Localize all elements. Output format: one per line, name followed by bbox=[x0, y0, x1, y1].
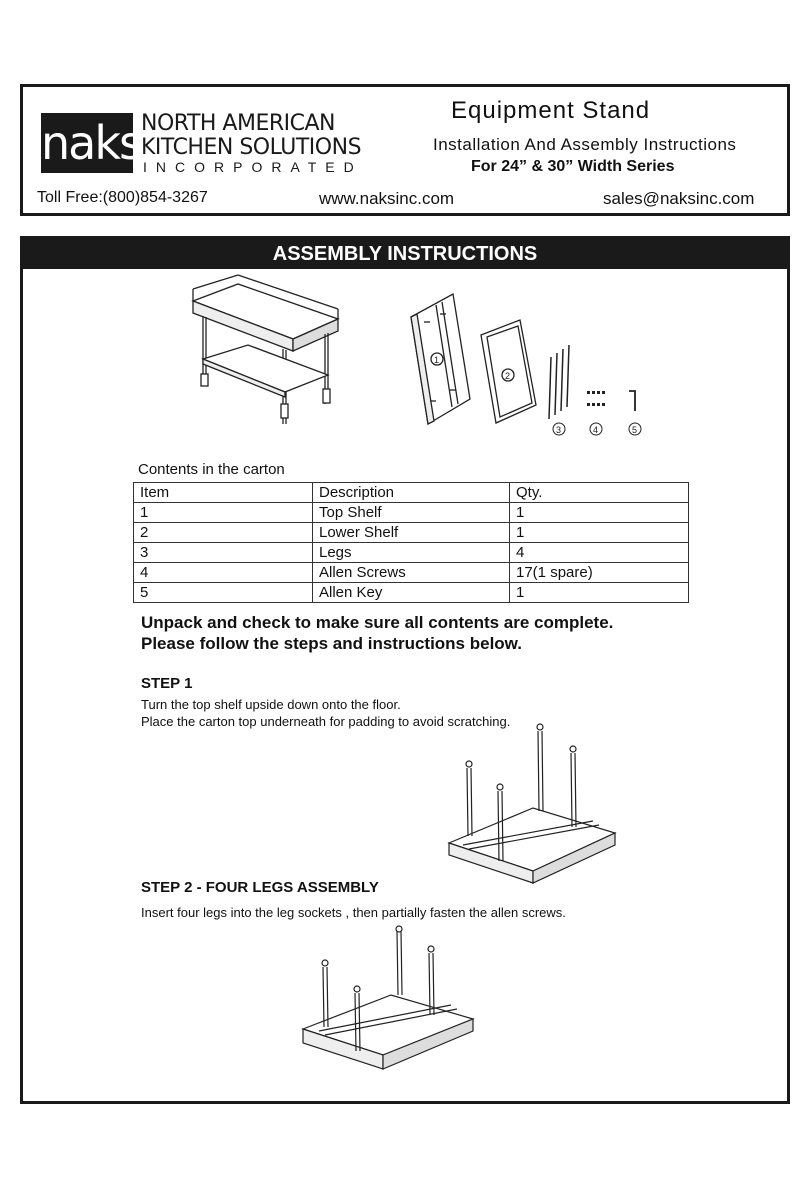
table-cell: Allen Key bbox=[313, 583, 510, 603]
part-allen-key-drawing bbox=[623, 389, 653, 439]
table-cell: 4 bbox=[510, 543, 689, 563]
toll-free: Toll Free:(800)854-3267 bbox=[37, 189, 208, 206]
step2-line1: Insert four legs into the leg sockets , then partially fasten the allen screws. bbox=[141, 905, 566, 920]
part-top-shelf-drawing bbox=[408, 289, 478, 439]
table-cell: 1 bbox=[134, 503, 313, 523]
table-cell: 3 bbox=[134, 543, 313, 563]
table-header-description: Description bbox=[313, 483, 510, 503]
unpack-note-1: Unpack and check to make sure all contents are complete. bbox=[141, 613, 614, 632]
table-row bbox=[134, 523, 689, 543]
table-cell: Lower Shelf bbox=[313, 523, 510, 543]
email-link[interactable]: sales@naksinc.com bbox=[603, 189, 755, 208]
naks-logo: naks bbox=[41, 113, 133, 173]
table-cell: Allen Screws bbox=[313, 563, 510, 583]
part-label-5: 5 bbox=[632, 425, 638, 435]
table-header-row bbox=[134, 483, 689, 503]
part-label-3: 3 bbox=[556, 425, 562, 435]
table-cell: 1 bbox=[510, 583, 689, 603]
part-label-2: 2 bbox=[505, 371, 511, 381]
logo-line-1: NORTH AMERICAN bbox=[141, 111, 336, 136]
doc-title: Equipment Stand bbox=[451, 97, 651, 124]
table-row bbox=[134, 563, 689, 583]
table-cell: 1 bbox=[510, 523, 689, 543]
table-cell: Top Shelf bbox=[313, 503, 510, 523]
instructions-box bbox=[20, 236, 790, 1104]
contents-table bbox=[133, 482, 689, 603]
part-label-1: 1 bbox=[434, 355, 440, 365]
doc-subtitle: Installation And Assembly Instructions bbox=[433, 135, 737, 154]
header-box bbox=[20, 84, 790, 216]
part-lower-shelf-drawing bbox=[478, 317, 548, 427]
table-row bbox=[134, 543, 689, 563]
part-label-4: 4 bbox=[593, 425, 599, 435]
table-header-item: Item bbox=[134, 483, 313, 503]
table-cell: 2 bbox=[134, 523, 313, 543]
logo-line-3: INCORPORATED bbox=[143, 159, 363, 175]
step2-shelf-drawing bbox=[301, 927, 501, 1097]
table-cell: 1 bbox=[510, 503, 689, 523]
contents-caption: Contents in the carton bbox=[138, 461, 285, 478]
step1-line2: Place the carton top underneath for padding to avoid scratching. bbox=[141, 714, 511, 729]
step1-line1: Turn the top shelf upside down onto the floor. bbox=[141, 697, 401, 712]
assembled-stand-drawing bbox=[183, 279, 343, 439]
step2-heading: STEP 2 - FOUR LEGS ASSEMBLY bbox=[141, 879, 379, 896]
table-cell: 4 bbox=[134, 563, 313, 583]
doc-series: For 24” & 30” Width Series bbox=[471, 158, 675, 175]
assembly-banner: ASSEMBLY INSTRUCTIONS bbox=[23, 239, 787, 269]
website-link[interactable]: www.naksinc.com bbox=[319, 189, 455, 208]
unpack-note-2: Please follow the steps and instructions below. bbox=[141, 634, 522, 653]
part-legs-drawing bbox=[545, 339, 575, 439]
step1-shelf-drawing bbox=[443, 723, 643, 903]
logo-line-2: KITCHEN SOLUTIONS bbox=[141, 135, 362, 160]
table-row bbox=[134, 583, 689, 603]
table-cell: 5 bbox=[134, 583, 313, 603]
table-row bbox=[134, 503, 689, 523]
table-cell: Legs bbox=[313, 543, 510, 563]
step1-heading: STEP 1 bbox=[141, 675, 193, 692]
table-cell: 17(1 spare) bbox=[510, 563, 689, 583]
part-screws-drawing bbox=[585, 389, 615, 439]
table-header-qty: Qty. bbox=[510, 483, 689, 503]
